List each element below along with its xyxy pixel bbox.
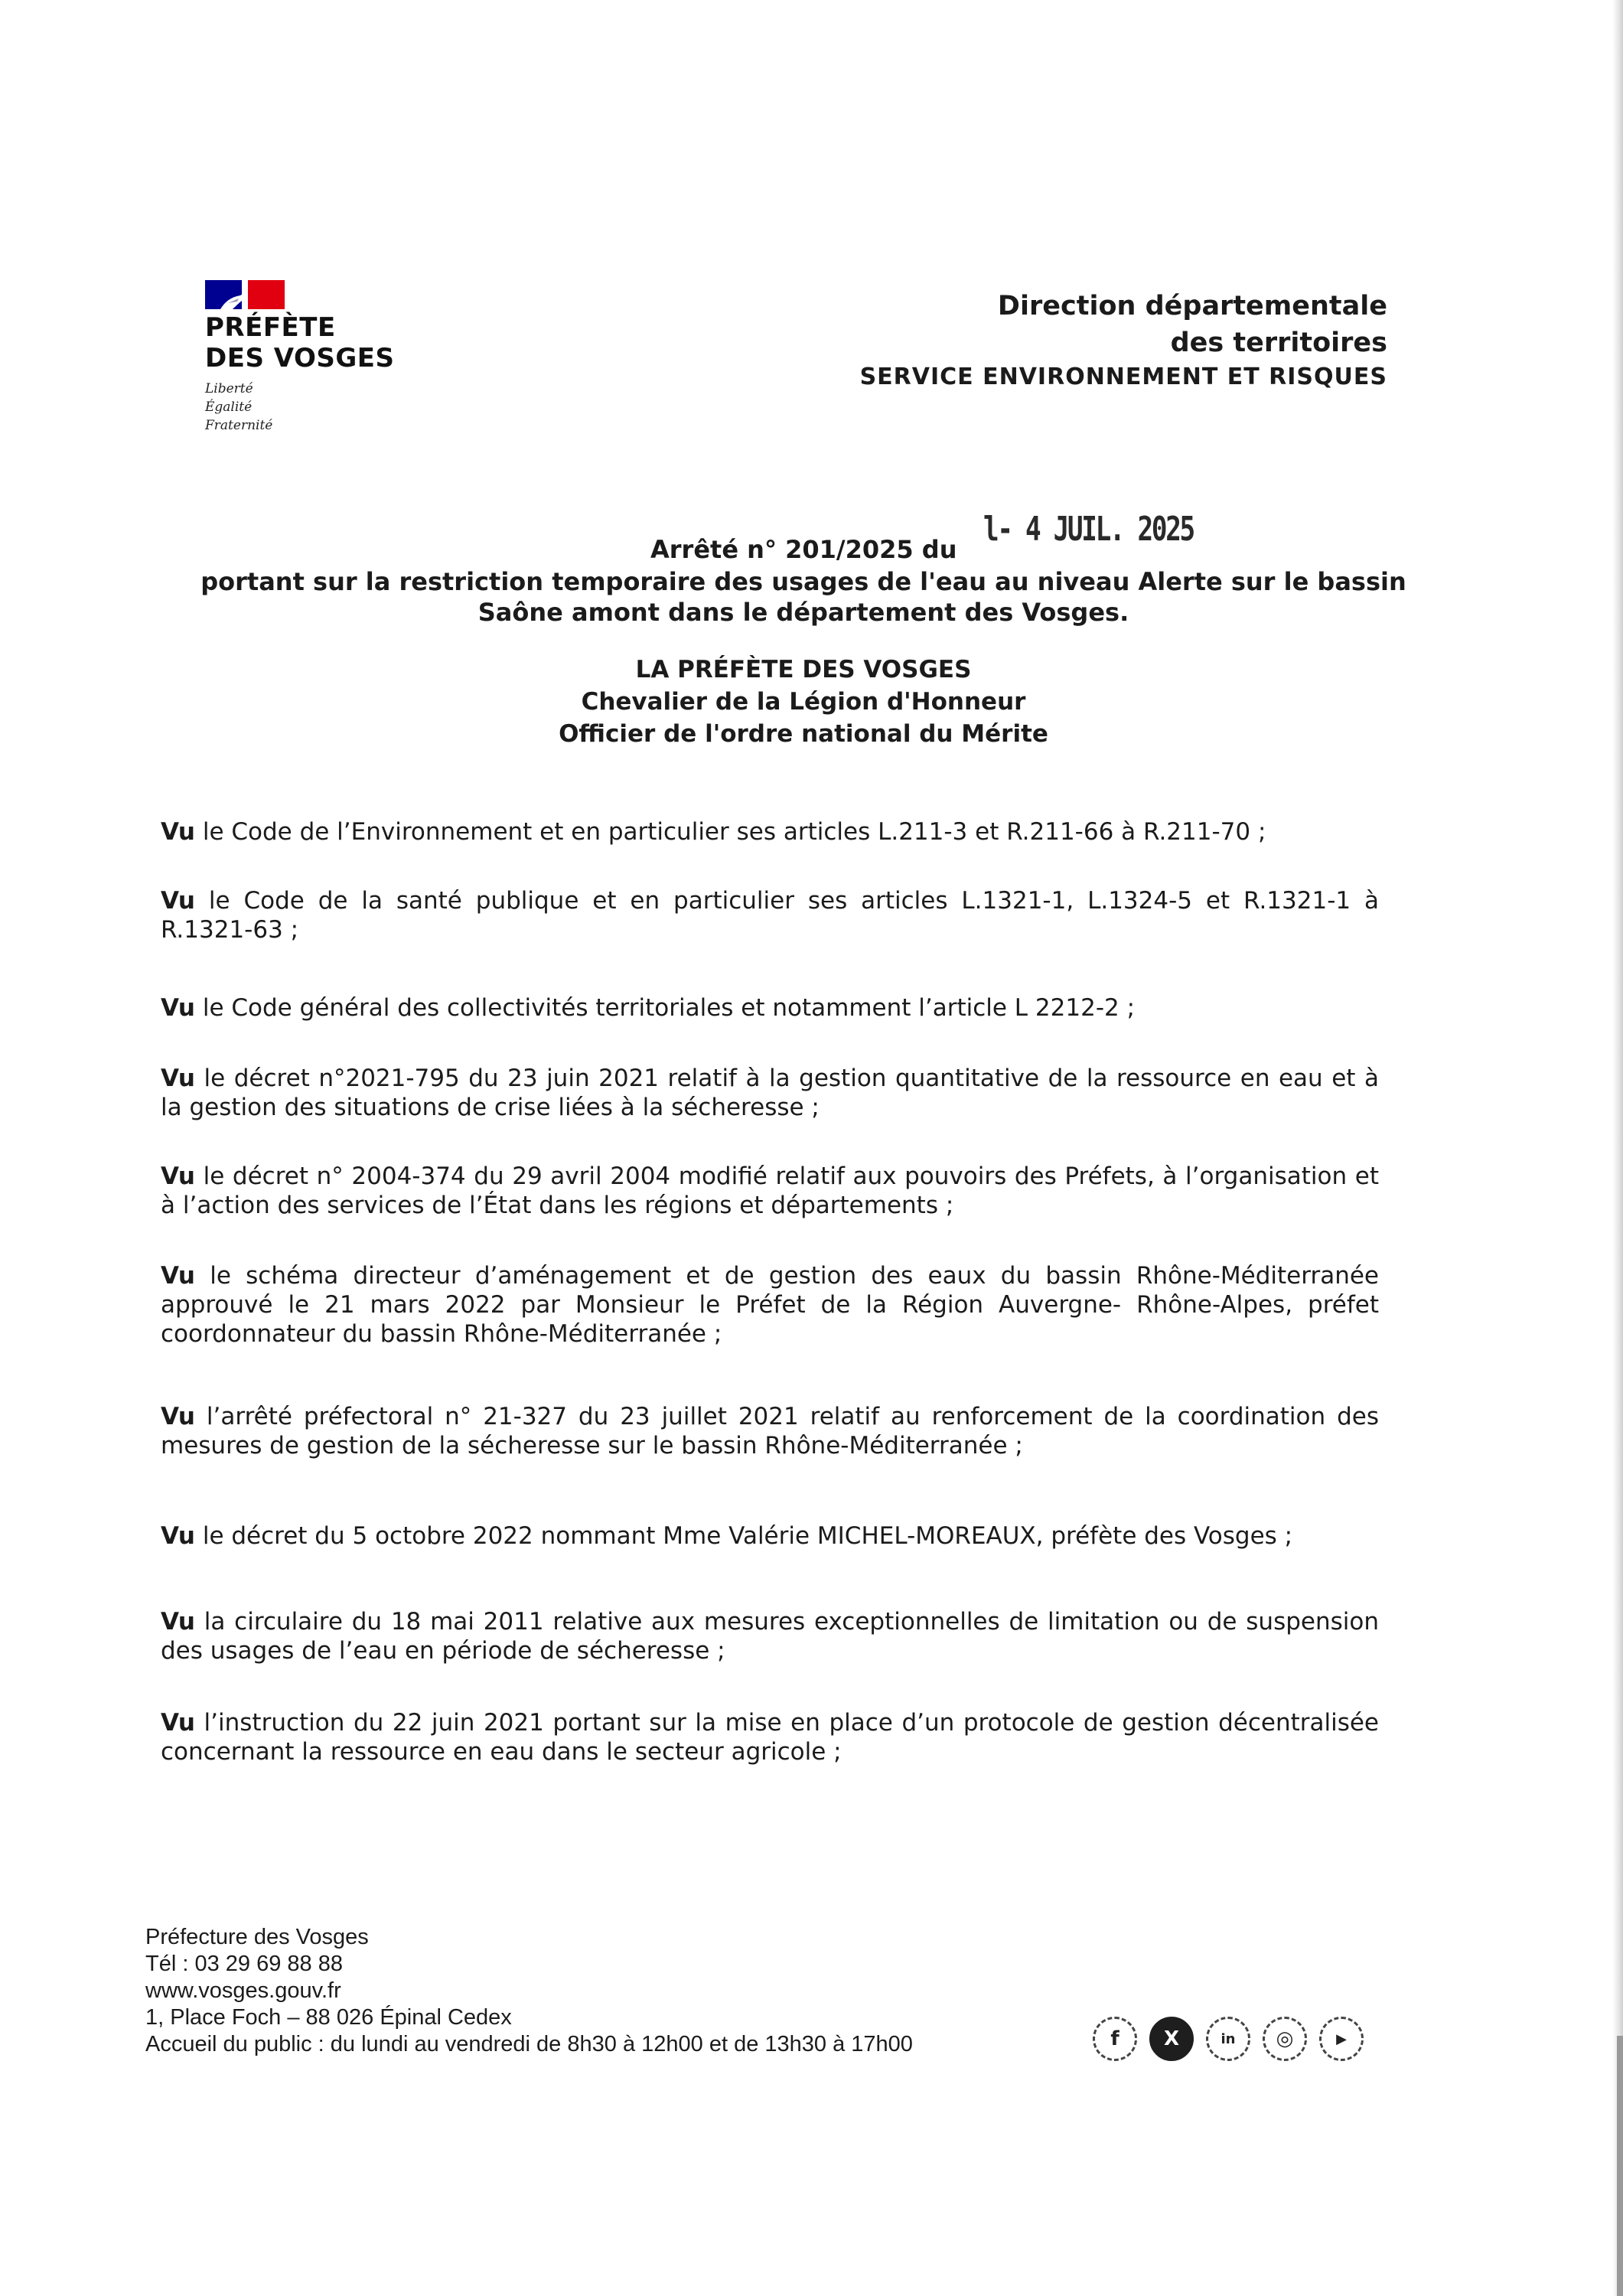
authority-title: LA PRÉFÈTE DES VOSGES [635,656,972,683]
visa-item [161,1607,1379,1665]
visa-text: le décret n°2021-795 du 23 juin 2021 relatif à la gestion quantitative de la ressource en eau et à la gestion des situations de crise liées à la sécheresse ; [161,1065,1379,1121]
logo-title-line1: PRÉFÈTE [205,312,336,343]
scan-edge-shadow [1617,2036,1623,2296]
republic-motto [205,380,435,435]
direction-line2: des territoires [1170,328,1387,358]
visa-text: l’instruction du 22 juin 2021 portant sur la mise en place d’un protocole de gestion décentralisée concernant la ressource en eau dans le secteur agricole ; [161,1709,1380,1766]
vu-label: Vu [161,1709,195,1737]
prefecture-contact [145,1924,913,2058]
visa-item [161,886,1379,944]
footer-address: 1, Place Foch – 88 026 Épinal Cedex [145,2005,512,2030]
vu-label: Vu [161,1262,195,1290]
marianne-flag-icon [205,280,285,309]
x-icon[interactable]: X [1149,2017,1194,2061]
social-links [1093,2017,1364,2061]
visa-text: l’arrêté préfectoral n° 21-327 du 23 juillet 2021 relatif au renforcement de la coordination des mesures de gestion de la sécheresse sur le bassin Rhône-Méditerranée ; [161,1403,1379,1459]
decree-subject: portant sur la restriction temporaire des usages de l'eau au niveau Alerte sur le bassin Saône amont dans le département des Vosges. [200,567,1406,627]
date-stamp: l- 4 JUIL. 2025 [983,510,1194,549]
visa-text: le décret n° 2004-374 du 29 avril 2004 modifié relatif aux pouvoirs des Préfets, à l’organisation et à l’action des services de l’État dans les régions et départements ; [161,1163,1380,1219]
visa-item [161,817,1379,846]
footer-prefecture: Préfecture des Vosges [145,1925,369,1949]
visa-item [161,1261,1379,1349]
facebook-icon[interactable]: f [1093,2017,1137,2061]
visa-item [161,1064,1379,1122]
visa-text: le Code de la santé publique et en particulier ses articles L.1321-1, L.1324-5 et R.1321-1 à R.1321-63 ; [161,887,1379,944]
visa-text: la circulaire du 18 mai 2011 relative aux mesures exceptionnelles de limitation ou de suspension des usages de l’eau en période de sécheresse ; [161,1608,1379,1665]
youtube-icon[interactable]: ▶ [1319,2017,1364,2061]
footer-opening-hours: Accueil du public : du lundi au vendredi de 8h30 à 12h00 et de 13h30 à 17h00 [145,2032,913,2056]
motto-egalite: Égalité [205,400,253,415]
vu-label: Vu [161,1065,195,1092]
visa-text: le schéma directeur d’aménagement et de gestion des eaux du bassin Rhône-Méditerranée approuvé le 21 mars 2022 par Monsieur le Préfet de la Région Auvergne- Rhône-Alpes, préfet coordonnateur du bassin Rhône-Méditerranée ; [161,1262,1379,1348]
authority-honor-2: Officier de l'ordre national du Mérite [559,720,1048,748]
authority-block [176,654,1431,750]
vu-label: Vu [161,887,195,915]
scan-edge [1612,0,1623,2296]
prefecture-logo [205,280,435,435]
decree-number: Arrêté n° 201/2025 du [650,535,957,564]
vu-label: Vu [161,994,195,1022]
visa-text: le décret du 5 octobre 2022 nommant Mme Valérie MICHEL-MOREAUX, préfète des Vosges ; [202,1522,1293,1550]
motto-fraternite: Fraternité [205,418,273,433]
vu-label: Vu [161,1522,195,1550]
visa-text: le Code de l’Environnement et en particulier ses articles L.211-3 et R.211-66 à R.211-70 ; [202,818,1266,846]
vu-label: Vu [161,1608,195,1636]
direction-line1: Direction départementale [997,291,1387,321]
visa-item [161,1708,1379,1766]
visa-item [161,1521,1379,1551]
footer-website[interactable]: www.vosges.gouv.fr [145,1978,341,2003]
logo-title-line2: DES VOSGES [205,343,395,373]
decree-title [176,510,1431,628]
authority-honor-1: Chevalier de la Légion d'Honneur [581,688,1026,716]
footer-phone: Tél : 03 29 69 88 88 [145,1952,343,1976]
visa-item [161,1162,1379,1220]
motto-liberte: Liberté [205,381,253,396]
visa-item [161,1402,1379,1460]
issuing-service [860,288,1387,393]
vu-label: Vu [161,818,195,846]
visa-text: le Code général des collectivités territoriales et notamment l’article L 2212-2 ; [202,994,1136,1022]
linkedin-icon[interactable]: in [1206,2017,1250,2061]
service-name: SERVICE ENVIRONNEMENT ET RISQUES [859,364,1387,390]
instagram-icon[interactable]: ◎ [1263,2017,1307,2061]
vu-label: Vu [161,1163,195,1190]
vu-label: Vu [161,1403,195,1430]
visa-item [161,993,1379,1022]
